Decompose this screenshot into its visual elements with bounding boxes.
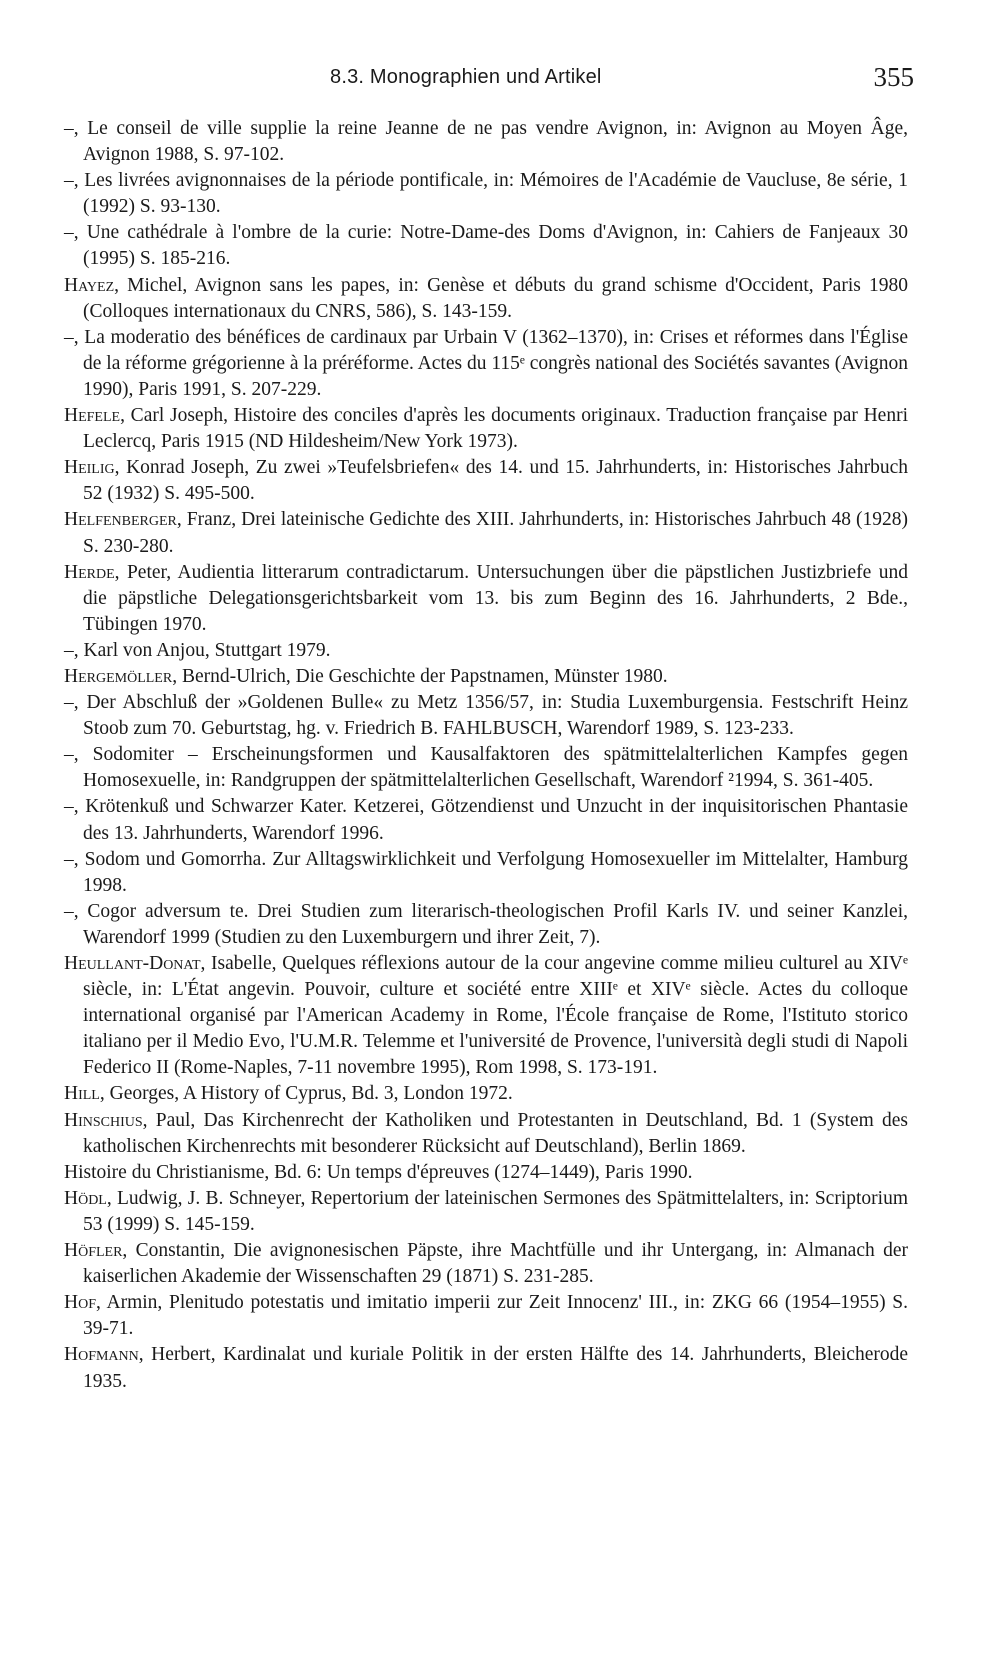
section-title: 8.3. Monographien und Artikel [330, 66, 602, 88]
entry-author: Heullant-Donat [64, 953, 201, 974]
bibliography-entry [64, 1342, 908, 1394]
entry-text: , Konrad Joseph, Zu zwei »Teufelsbriefen« des 14. und 15. Jahrhunderts, in: Historisches Jahrbuch 52 (1932) S. 495-500. [83, 457, 908, 505]
entry-author: Hödl [64, 1187, 107, 1209]
bibliography-entry [64, 220, 908, 272]
entry-author: Hill [64, 1083, 100, 1105]
running-header [330, 62, 914, 96]
entry-author: Hergemöller [64, 665, 173, 687]
entry-author: Heilig [64, 457, 115, 479]
entry-text: –, Sodom und Gomorrha. Zur Alltagswirklichkeit und Verfolgung Homosexueller im Mittelalter, Hamburg 1998. [64, 848, 908, 896]
entry-text: , Herbert, Kardinalat und kuriale Politik in der ersten Hälfte des 14. Jahrhunderts, Bleicherode 1935. [83, 1344, 908, 1392]
bibliography-list [64, 116, 908, 1395]
entry-text: , Isabelle, Quelques réflexions autour de la cour angevine comme milieu culturel au XIVᵉ siècle, in: L'État angevin. Pouvoir, culture et société entre XIIIᵉ et XIVᵉ siècle. Actes du colloque international organisé par l'American Academy in Rome, l'École française de Rome, l'Istituto storico italiano per il Medio Evo, l'U.M.R. Telemme et l'université de Provence, l'università degli studi di Napoli Federico II (Rome-Naples, 7-11 novembre 1995), Rom 1998, S. 173-191. [83, 953, 908, 1079]
bibliography-entry [64, 325, 908, 403]
bibliography-entry [64, 1108, 908, 1160]
bibliography-entry [64, 560, 908, 638]
bibliography-entry [64, 664, 908, 690]
bibliography-entry [64, 507, 908, 559]
entry-author: Hinschius [64, 1109, 143, 1131]
bibliography-entry [64, 742, 908, 794]
bibliography-entry [64, 847, 908, 899]
entry-text: –, Krötenkuß und Schwarzer Kater. Ketzerei, Götzendienst und Unzucht in der inquisitorischen Phantasie des 13. Jahrhunderts, Warendorf 1996. [64, 796, 908, 844]
entry-text: , Constantin, Die avignonesischen Päpste, ihre Machtfülle und ihr Untergang, in: Almanach der kaiserlichen Akademie der Wissenschaften 29 (1871) S. 231-285. [83, 1240, 908, 1288]
bibliography-entry [64, 899, 908, 951]
entry-text: , Franz, Drei lateinische Gedichte des XIII. Jahrhunderts, in: Historisches Jahrbuch 48 (1928) S. 230-280. [83, 509, 908, 557]
bibliography-entry [64, 1290, 908, 1342]
entry-author: Hof [64, 1292, 96, 1314]
entry-author: Herde [64, 561, 115, 583]
entry-text: Histoire du Christianisme, Bd. 6: Un temps d'épreuves (1274–1449), Paris 1990. [64, 1161, 693, 1183]
entry-text: , Michel, Avignon sans les papes, in: Genèse et débuts du grand schisme d'Occident, Paris 1980 (Colloques internationaux du CNRS, 586), S. 143-159. [83, 274, 908, 322]
bibliography-entry [64, 403, 908, 455]
entry-text: , Georges, A History of Cyprus, Bd. 3, London 1972. [99, 1083, 513, 1105]
bibliography-entry [64, 455, 908, 507]
entry-text: , Armin, Plenitudo potestatis und imitatio imperii zur Zeit Innocenz' III., in: ZKG 66 (1954–1955) S. 39-71. [83, 1292, 908, 1340]
bibliography-entry [64, 116, 908, 168]
bibliography-entry [64, 1238, 908, 1290]
entry-text: , Ludwig, J. B. Schneyer, Repertorium der lateinischen Sermones des Spätmittelalters, in: Scriptorium 53 (1999) S. 145-159. [83, 1187, 908, 1235]
entry-text: , Peter, Audientia litterarum contradictarum. Untersuchungen über die päpstlichen Justizbriefe und die päpstliche Delegationsgerichtsbarkeit vom 13. bis zum Beginn des 16. Jahrhunderts, 2 Bde., Tübingen 1970. [83, 561, 908, 635]
entry-text: –, Sodomiter – Erscheinungsformen und Kausalfaktoren des spätmittelalterlichen Kampfes gegen Homosexuelle, in: Randgruppen der spätmittelalterlichen Gesellschaft, Warendorf ²1994, S. 361-405. [64, 744, 908, 792]
bibliography-entry [64, 690, 908, 742]
entry-text: –, Der Abschluß der »Goldenen Bulle« zu Metz 1356/57, in: Studia Luxemburgensia. Festschrift Heinz Stoob zum 70. Geburtstag, hg. v. Friedrich B. FAHLBUSCH, Warendorf 1989, S. 123-233. [64, 692, 908, 740]
entry-text: –, La moderatio des bénéfices de cardinaux par Urbain V (1362–1370), in: Crises et réformes dans l'Église de la réforme grégorienne à la préréforme. Actes du 115ᵉ congrès national des Sociétés savantes (Avignon 1990), Paris 1991, S. 207-229. [64, 326, 908, 400]
entry-text: –, Karl von Anjou, Stuttgart 1979. [64, 639, 331, 661]
entry-author: Höfler [64, 1240, 123, 1262]
bibliography-entry [64, 1160, 908, 1186]
page-number: 355 [873, 62, 914, 92]
entry-text: –, Les livrées avignonnaises de la période pontificale, in: Mémoires de l'Académie de Vaucluse, 8e série, 1 (1992) S. 93-130. [64, 170, 908, 218]
entry-text: , Bernd-Ulrich, Die Geschichte der Papstnamen, Münster 1980. [172, 665, 668, 687]
bibliography-entry [64, 1186, 908, 1238]
entry-text: –, Cogor adversum te. Drei Studien zum literarisch-theologischen Profil Karls IV. und seiner Kanzlei, Warendorf 1999 (Studien zu den Luxemburgern und ihrer Zeit, 7). [64, 900, 908, 948]
bibliography-entry [64, 1081, 908, 1107]
bibliography-entry [64, 168, 908, 220]
bibliography-entry [64, 951, 908, 1081]
entry-text: –, Le conseil de ville supplie la reine Jeanne de ne pas vendre Avignon, in: Avignon au Moyen Âge, Avignon 1988, S. 97-102. [64, 118, 908, 166]
bibliography-entry [64, 273, 908, 325]
entry-author: Helfenberger [64, 509, 177, 531]
entry-text: , Carl Joseph, Histoire des conciles d'après les documents originaux. Traduction française par Henri Leclercq, Paris 1915 (ND Hildesheim/New York 1973). [83, 405, 908, 453]
entry-text: , Paul, Das Kirchenrecht der Katholiken und Protestanten in Deutschland, Bd. 1 (System des katholischen Kirchenrechts mit besonderer Rücksicht auf Deutschland), Berlin 1869. [83, 1109, 908, 1157]
entry-author: Hofmann [64, 1344, 139, 1366]
entry-text: –, Une cathédrale à l'ombre de la curie: Notre-Dame-des Doms d'Avignon, in: Cahiers de Fanjeaux 30 (1995) S. 185-216. [64, 222, 908, 270]
bibliography-entry [64, 638, 908, 664]
entry-author: Hefele [64, 405, 121, 427]
entry-author: Hayez [64, 274, 115, 296]
bibliography-entry [64, 794, 908, 846]
